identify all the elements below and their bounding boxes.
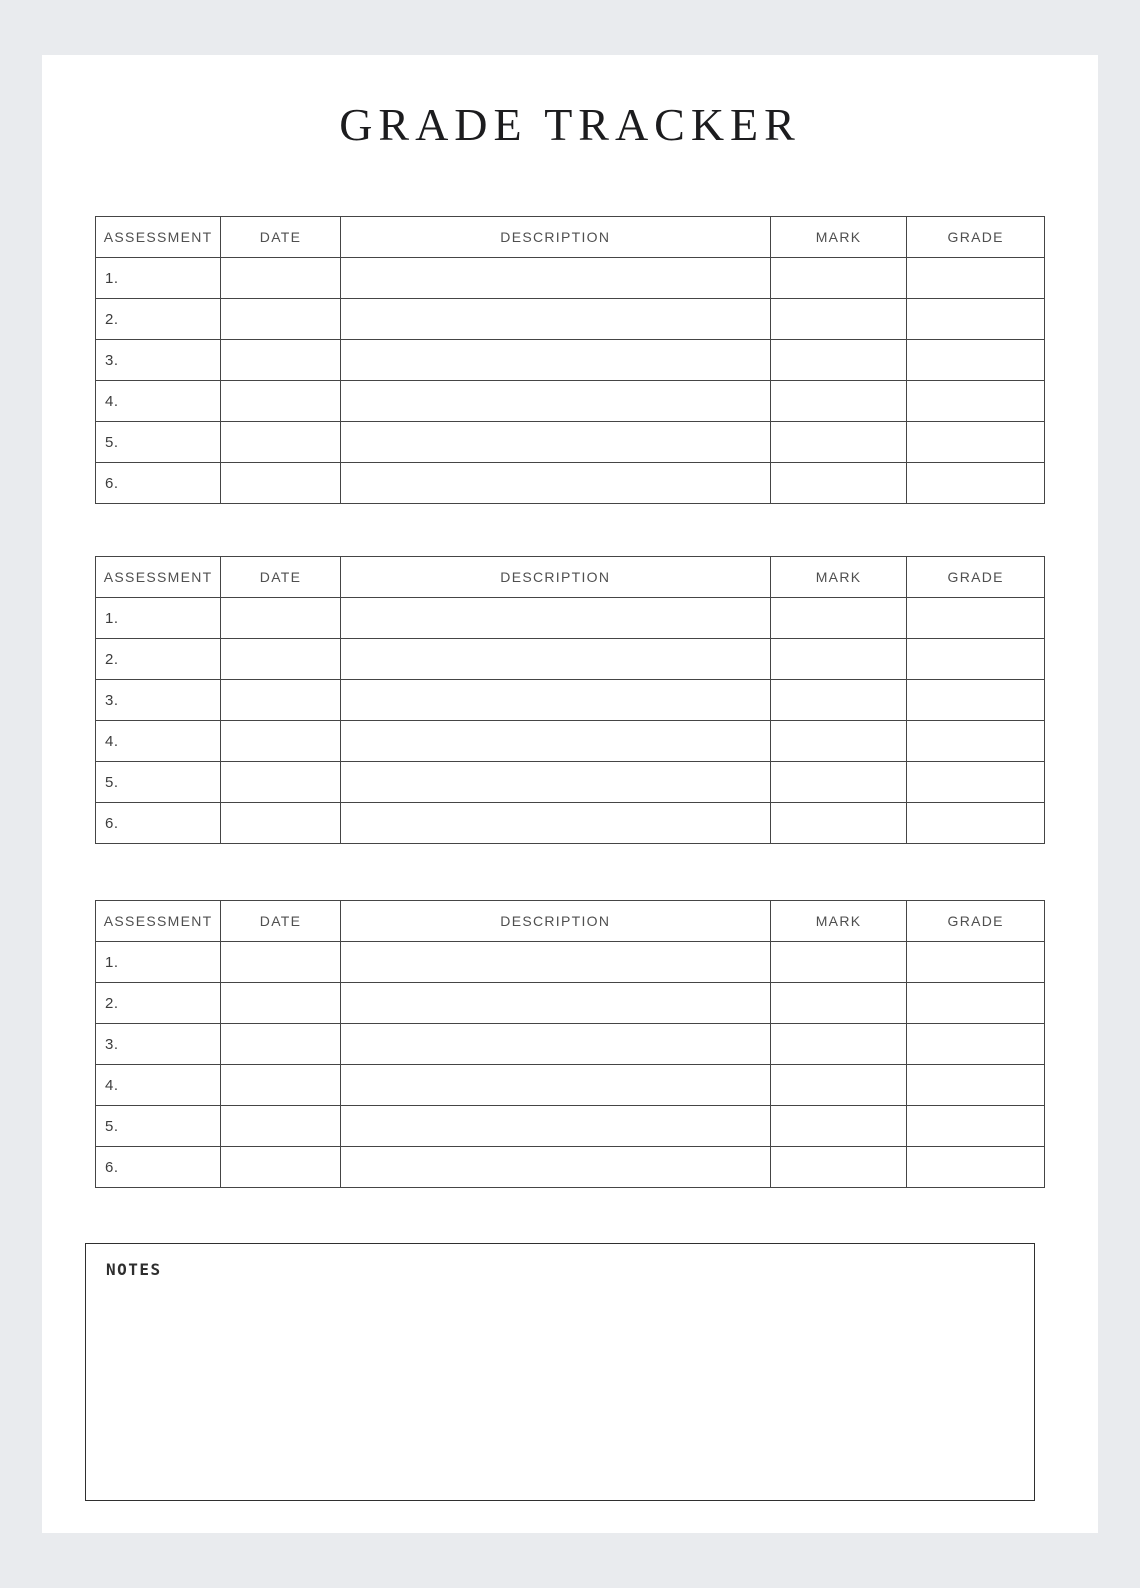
header-grade: GRADE — [907, 557, 1045, 598]
grade-cell — [907, 299, 1045, 340]
description-cell — [340, 381, 770, 422]
mark-cell — [770, 340, 907, 381]
description-cell — [340, 680, 770, 721]
document-page — [42, 55, 1098, 1533]
date-cell — [221, 340, 341, 381]
table-row — [96, 942, 1045, 983]
grade-cell — [907, 258, 1045, 299]
row-number: 5. — [96, 422, 221, 463]
header-date: DATE — [221, 557, 341, 598]
grade-cell — [907, 340, 1045, 381]
grade-cell — [907, 463, 1045, 504]
header-mark: MARK — [770, 901, 907, 942]
grade-cell — [907, 762, 1045, 803]
table-row — [96, 463, 1045, 504]
grade-cell — [907, 1065, 1045, 1106]
date-cell — [221, 680, 341, 721]
mark-cell — [770, 463, 907, 504]
header-assessment: ASSESSMENT — [96, 217, 221, 258]
description-cell — [340, 762, 770, 803]
header-assessment: ASSESSMENT — [96, 901, 221, 942]
table-row — [96, 983, 1045, 1024]
grade-cell — [907, 1024, 1045, 1065]
header-description: DESCRIPTION — [340, 557, 770, 598]
table-row — [96, 422, 1045, 463]
row-number: 6. — [96, 1147, 221, 1188]
description-cell — [340, 340, 770, 381]
date-cell — [221, 258, 341, 299]
description-cell — [340, 258, 770, 299]
row-number: 1. — [96, 258, 221, 299]
date-cell — [221, 422, 341, 463]
description-cell — [340, 463, 770, 504]
description-cell — [340, 721, 770, 762]
row-number: 5. — [96, 1106, 221, 1147]
row-number: 3. — [96, 680, 221, 721]
grade-cell — [907, 942, 1045, 983]
header-description: DESCRIPTION — [340, 901, 770, 942]
date-cell — [221, 762, 341, 803]
description-cell — [340, 942, 770, 983]
header-assessment: ASSESSMENT — [96, 557, 221, 598]
date-cell — [221, 1147, 341, 1188]
row-number: 1. — [96, 598, 221, 639]
date-cell — [221, 1024, 341, 1065]
date-cell — [221, 381, 341, 422]
date-cell — [221, 942, 341, 983]
mark-cell — [770, 299, 907, 340]
header-date: DATE — [221, 901, 341, 942]
row-number: 3. — [96, 1024, 221, 1065]
grade-table-1 — [95, 216, 1045, 504]
table-row — [96, 1147, 1045, 1188]
table-row — [96, 340, 1045, 381]
description-cell — [340, 639, 770, 680]
grade-cell — [907, 381, 1045, 422]
table-row — [96, 1024, 1045, 1065]
table-row — [96, 598, 1045, 639]
mark-cell — [770, 721, 907, 762]
description-cell — [340, 1147, 770, 1188]
table-row — [96, 680, 1045, 721]
header-mark: MARK — [770, 557, 907, 598]
date-cell — [221, 721, 341, 762]
mark-cell — [770, 422, 907, 463]
description-cell — [340, 1106, 770, 1147]
mark-cell — [770, 762, 907, 803]
row-number: 3. — [96, 340, 221, 381]
grade-cell — [907, 721, 1045, 762]
row-number: 2. — [96, 639, 221, 680]
mark-cell — [770, 942, 907, 983]
mark-cell — [770, 983, 907, 1024]
grade-cell — [907, 983, 1045, 1024]
notes-label: NOTES — [106, 1260, 162, 1280]
date-cell — [221, 598, 341, 639]
mark-cell — [770, 1106, 907, 1147]
row-number: 4. — [96, 1065, 221, 1106]
table-row — [96, 258, 1045, 299]
description-cell — [340, 1024, 770, 1065]
table-row — [96, 381, 1045, 422]
mark-cell — [770, 1147, 907, 1188]
mark-cell — [770, 639, 907, 680]
grade-cell — [907, 803, 1045, 844]
notes-box — [85, 1243, 1035, 1501]
description-cell — [340, 598, 770, 639]
row-number: 4. — [96, 381, 221, 422]
grade-cell — [907, 598, 1045, 639]
header-date: DATE — [221, 217, 341, 258]
date-cell — [221, 1065, 341, 1106]
description-cell — [340, 1065, 770, 1106]
mark-cell — [770, 1065, 907, 1106]
row-number: 2. — [96, 299, 221, 340]
mark-cell — [770, 803, 907, 844]
date-cell — [221, 803, 341, 844]
table-row — [96, 1106, 1045, 1147]
table-header-row — [96, 217, 1045, 258]
row-number: 2. — [96, 983, 221, 1024]
table-row — [96, 721, 1045, 762]
table-row — [96, 639, 1045, 680]
grade-table-3 — [95, 900, 1045, 1188]
row-number: 6. — [96, 803, 221, 844]
table-row — [96, 299, 1045, 340]
header-description: DESCRIPTION — [340, 217, 770, 258]
mark-cell — [770, 680, 907, 721]
header-grade: GRADE — [907, 217, 1045, 258]
date-cell — [221, 299, 341, 340]
description-cell — [340, 983, 770, 1024]
date-cell — [221, 639, 341, 680]
grade-table-2 — [95, 556, 1045, 844]
description-cell — [340, 422, 770, 463]
mark-cell — [770, 1024, 907, 1065]
grade-cell — [907, 680, 1045, 721]
date-cell — [221, 463, 341, 504]
date-cell — [221, 983, 341, 1024]
row-number: 4. — [96, 721, 221, 762]
row-number: 1. — [96, 942, 221, 983]
row-number: 6. — [96, 463, 221, 504]
mark-cell — [770, 381, 907, 422]
header-mark: MARK — [770, 217, 907, 258]
table-row — [96, 762, 1045, 803]
date-cell — [221, 1106, 341, 1147]
description-cell — [340, 803, 770, 844]
header-grade: GRADE — [907, 901, 1045, 942]
grade-cell — [907, 1147, 1045, 1188]
grade-cell — [907, 422, 1045, 463]
grade-cell — [907, 1106, 1045, 1147]
mark-cell — [770, 258, 907, 299]
grade-cell — [907, 639, 1045, 680]
table-header-row — [96, 557, 1045, 598]
mark-cell — [770, 598, 907, 639]
table-row — [96, 1065, 1045, 1106]
description-cell — [340, 299, 770, 340]
page-title: GRADE TRACKER — [339, 99, 801, 150]
table-header-row — [96, 901, 1045, 942]
row-number: 5. — [96, 762, 221, 803]
table-row — [96, 803, 1045, 844]
